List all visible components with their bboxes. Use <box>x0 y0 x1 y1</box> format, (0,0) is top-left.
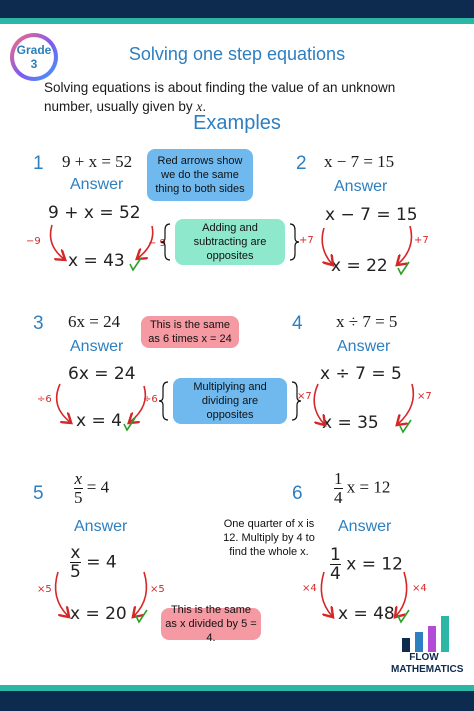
arrow-icon <box>57 384 70 422</box>
example-3-work-line2: x = 4 <box>76 411 122 431</box>
logo-bar-icon <box>415 632 423 652</box>
example-1-op-right: − 9 <box>148 238 166 249</box>
intro-text: Solving equations is about finding the value of an unknown number, usually given by x. <box>44 80 396 114</box>
arrow-icon <box>322 228 332 264</box>
example-4-equation: x ÷ 7 = 5 <box>336 312 398 331</box>
example-1-work-line1: 9 + x = 52 <box>48 203 141 223</box>
example-5-op-right: ×5 <box>150 584 165 595</box>
grade-number: 3 <box>30 57 38 71</box>
example-6-answer-label: Answer <box>338 518 392 535</box>
note-mult-div: Multiplying and dividing are opposites <box>173 378 287 424</box>
checkmark-icon <box>400 420 411 432</box>
arrow-icon <box>396 572 407 616</box>
example-1-work-line2: x = 43 <box>68 251 125 271</box>
arrow-icon <box>130 386 145 422</box>
example-number-6: 6 <box>292 483 303 504</box>
arrow-icon <box>314 384 324 424</box>
example-number-4: 4 <box>292 313 303 334</box>
example-2-op-left: +7 <box>299 235 314 246</box>
example-2-equation: x − 7 = 15 <box>324 152 395 171</box>
arrow-icon <box>51 225 65 259</box>
example-4-op-left: ×7 <box>297 391 312 402</box>
checkmark-icon <box>398 262 409 274</box>
arrow-icon <box>134 572 146 616</box>
example-4-op-right: ×7 <box>417 391 432 402</box>
note-add-sub: Adding and subtracting are opposites <box>175 219 285 265</box>
example-number-3: 3 <box>33 313 44 334</box>
example-5-work-line2: x = 20 <box>70 604 127 624</box>
brace-left-icon <box>159 382 168 420</box>
example-2-work-line1: x − 7 = 15 <box>325 205 418 225</box>
example-5-work-line1: $\frac{x}{5}$ = 4 <box>70 543 117 582</box>
note-six-times: This is the same as 6 times x = 24 <box>141 316 239 348</box>
logo-text: FLOW MATHEMATICS <box>391 652 464 675</box>
example-3-equation: 6x = 24 <box>68 312 121 331</box>
example-2-work-line2: x = 22 <box>331 256 388 276</box>
example-3-work-line1: 6x = 24 <box>68 364 136 384</box>
example-3-op-right: ÷6 <box>143 394 158 405</box>
logo-bar-icon <box>402 638 410 652</box>
note-divided-by-5: This is the same as x divided by 5 = 4. <box>161 608 261 640</box>
logo-bar-icon <box>441 616 449 652</box>
logo-bar-icon <box>428 626 436 652</box>
example-5-equation: $\frac{x}{5}$ = 4 <box>74 469 110 507</box>
example-3-op-left: ÷6 <box>37 394 52 405</box>
bottom-navy-bar <box>0 691 474 711</box>
example-6-work-line2: x = 48 <box>338 604 395 624</box>
example-6-work-line1: $\frac{1}{4}$ x = 12 <box>330 545 403 584</box>
example-6-op-left: ×4 <box>302 583 317 594</box>
arrow-icon <box>398 226 412 264</box>
example-number-2: 2 <box>296 153 307 174</box>
example-2-op-right: +7 <box>414 235 429 246</box>
grade-label: Grade <box>16 43 52 57</box>
page-title: Solving one step equations <box>128 44 346 64</box>
checkmark-icon <box>124 418 135 430</box>
example-6-op-right: ×4 <box>412 583 427 594</box>
example-1-answer-label: Answer <box>70 176 124 193</box>
example-6-equation: $\frac{1}{4}$ x = 12 <box>334 469 391 507</box>
checkmark-icon <box>130 258 141 270</box>
arrow-icon <box>56 572 68 616</box>
note-quarter: One quarter of x is 12. Multiply by 4 to find the whole x. <box>213 516 325 560</box>
examples-heading: Examples <box>193 112 281 134</box>
brace-left-icon <box>161 224 170 260</box>
example-1-equation: 9 + x = 52 <box>62 152 133 171</box>
example-4-answer-label: Answer <box>337 338 391 355</box>
example-1-op-left: −9 <box>26 236 41 247</box>
example-5-answer-label: Answer <box>74 518 128 535</box>
example-4-work-line1: x ÷ 7 = 5 <box>320 364 402 384</box>
arrow-icon <box>138 226 153 258</box>
arrow-icon <box>321 572 332 616</box>
example-2-answer-label: Answer <box>334 178 388 195</box>
example-4-work-line2: x = 35 <box>322 413 379 433</box>
example-number-1: 1 <box>33 153 44 174</box>
brace-right-icon <box>290 224 299 260</box>
arrow-icon <box>398 384 413 424</box>
example-5-op-left: ×5 <box>37 584 52 595</box>
example-number-5: 5 <box>33 483 44 504</box>
note-red-arrows: Red arrows show we do the same thing to both sides <box>147 149 253 201</box>
brace-right-icon <box>292 382 301 420</box>
example-3-answer-label: Answer <box>70 338 124 355</box>
